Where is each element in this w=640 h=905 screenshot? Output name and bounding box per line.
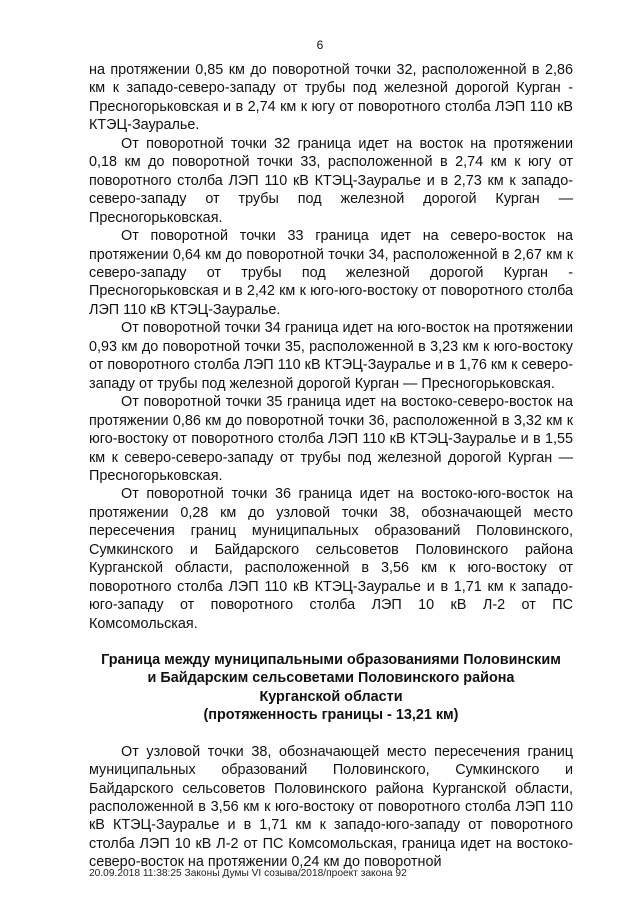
footer-path: 20.09.2018 11:38:25 Законы Думы VI созыва/2018/проект закона 92 (89, 868, 407, 879)
paragraph: От поворотной точки 36 граница идет на востоко-юго-восток на протяжении 0,28 км до узловой точки 38, обозначающей место пересечения границ муниципальных образований Половинского, Сумкинского и Байдарского сельсоветов Половинского района Курганской области, расположенной в 3,56 км к юго-востоку от поворотного столба ЛЭП 110 кВ КТЭЦ-Зауралье и в 1,71 км к западо-юго-западу от поворотного столба ЛЭП 10 кВ Л-2 от ПС Комсомольская. (89, 486, 573, 632)
paragraph: От поворотной точки 32 граница идет на восток на протяжении 0,18 км до поворотной точки 33, расположенной в 2,74 км к югу от поворотного столба ЛЭП 110 кВ КТЭЦ-Зауралье и в 2,73 км к западо-северо-западу от трубы под железной дорогой Курган — Пресногорьковская. (89, 135, 573, 226)
heading-line: Курганской области (259, 688, 403, 705)
paragraph: От поворотной точки 35 граница идет на востоко-северо-восток на протяжении 0,86 км до поворотной точки 36, расположенной в 3,32 км к юго-востоку от поворотного столба ЛЭП 110 кВ КТЭЦ-Зауралье и в 1,55 км к северо-северо-западу от трубы под железной дорогой Курган — Пресногорьковская. (89, 394, 573, 484)
paragraph: От узловой точки 38, обозначающей место пересечения границ муниципальных образований Половинского, Сумкинского и Байдарского сельсоветов Половинского района Курганской области, расположенной в 3,56 км к юго-востоку от поворотного столба ЛЭП 110 кВ КТЭЦ-Зауралье и в 1,71 км к западо-юго-западу от поворотного столба ЛЭП 10 кВ Л-2 от ПС Комсомольская, граница идет на востоко-северо-восток на протяжении 0,24 км до поворотной (89, 743, 573, 871)
heading-line: Граница между муниципальными образованиями Половинским (101, 652, 561, 669)
page-number: 6 (316, 38, 324, 52)
paragraph-continued: на протяжении 0,85 км до поворотной точки 32, расположенной в 2,86 км к западо-северо-западу от трубы под железной дорогой Курган - Пресногорьковская и в 2,74 км к югу от поворотного столба ЛЭП 110 кВ КТЭЦ-Зауралье. (89, 62, 573, 134)
paragraph: От поворотной точки 34 граница идет на юго-восток на протяжении 0,93 км до поворотной точки 35, расположенной в 3,23 км к юго-востоку от поворотного столба ЛЭП 110 кВ КТЭЦ-Зауралье и в 1,76 км к северо-западу от трубы под железной дорогой Курган — Пресногорьковская. (89, 320, 573, 392)
section-heading (89, 651, 573, 725)
document-body (89, 61, 573, 872)
heading-length: (протяженность границы - 13,21 км) (203, 707, 459, 724)
paragraph: От поворотной точки 33 граница идет на северо-восток на протяжении 0,64 км до поворотной точки 34, расположенной в 2,67 км к северо-западу от трубы под железной дорогой Курган - Пресногорьковская и в 2,42 км к юго-юго-востоку от поворотного столба ЛЭП 110 кВ КТЭЦ-Зауралье. (89, 228, 573, 318)
heading-line: и Байдарским сельсоветами Половинского района (147, 670, 515, 687)
